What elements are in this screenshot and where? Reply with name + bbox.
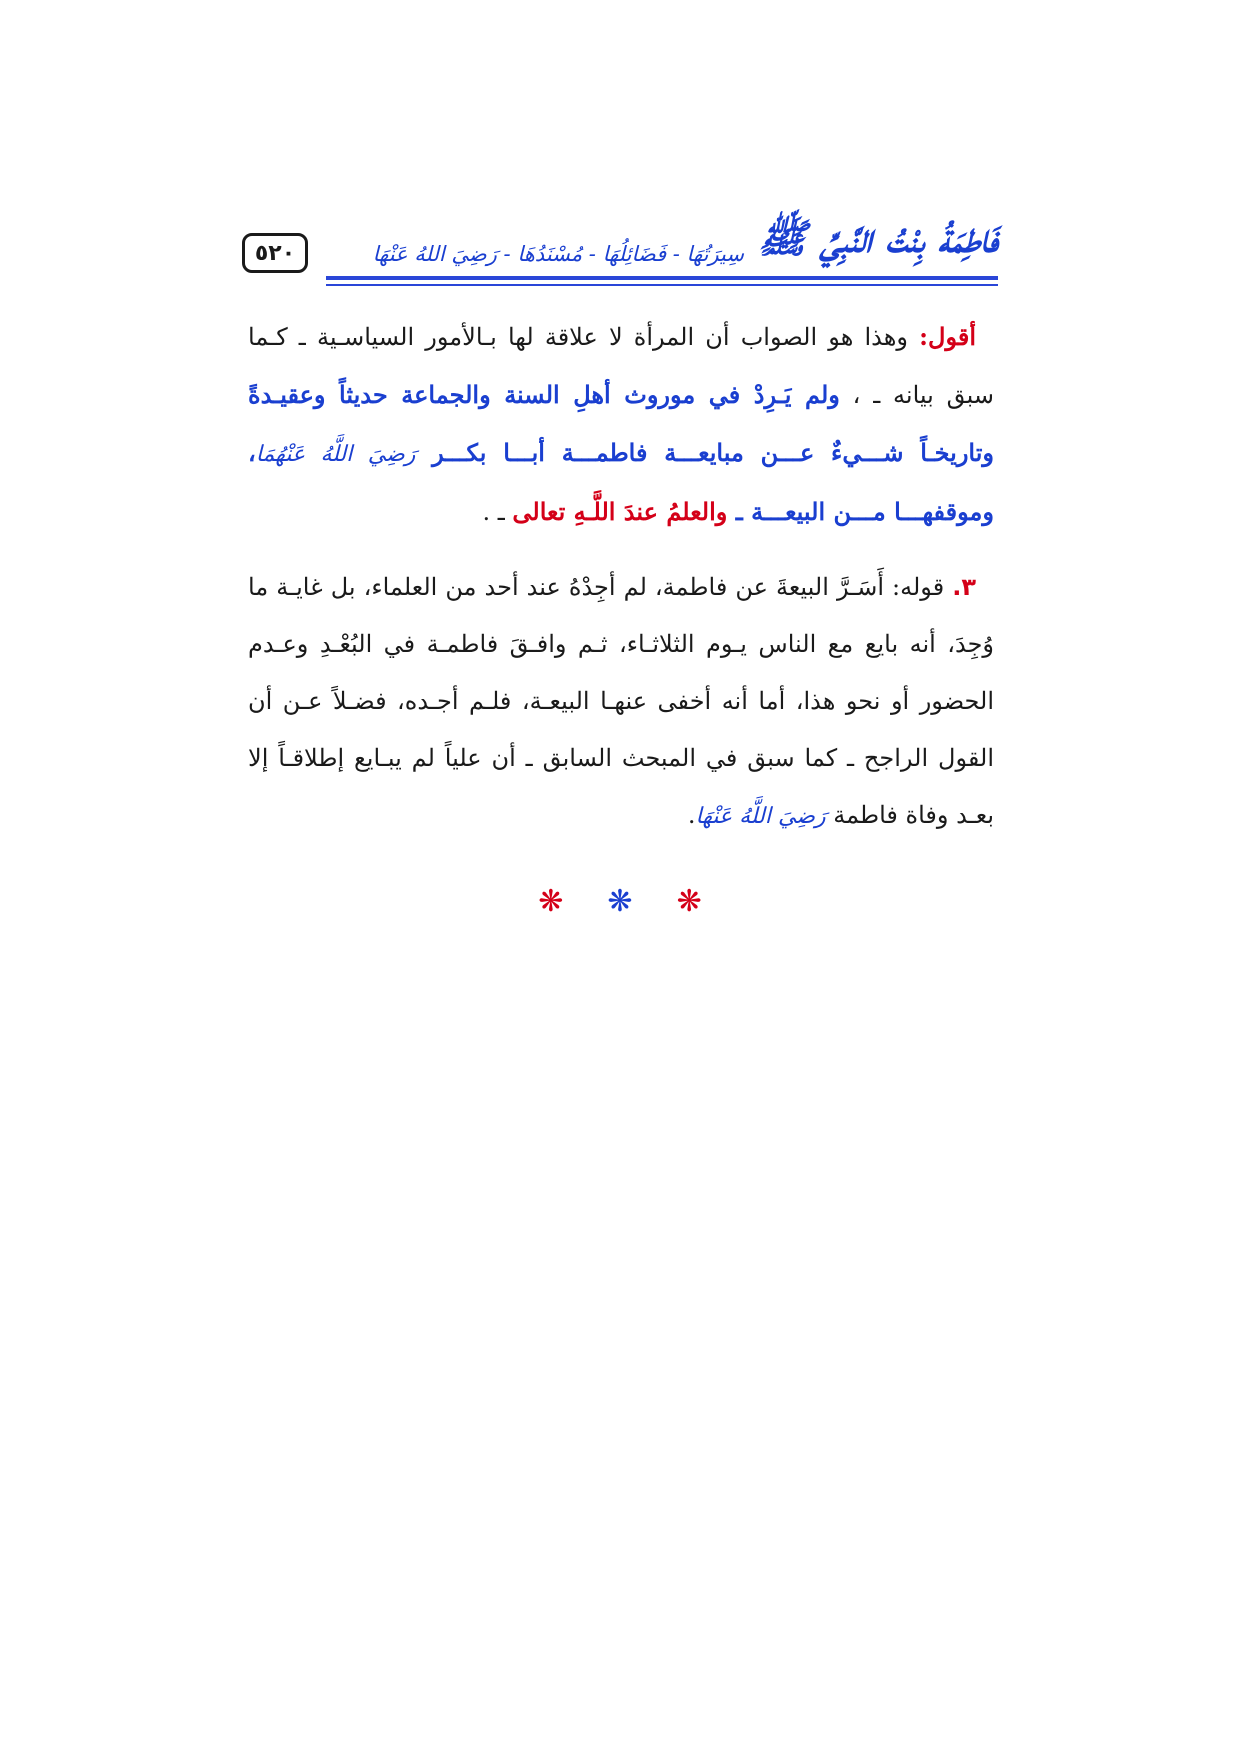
book-title	[326, 206, 998, 272]
paragraph-2-text-2: .	[687, 801, 696, 829]
section-separator	[0, 882, 1240, 922]
paragraph-1-highlight-1: ولم يَـرِدْ في موروث أهلِ السنة والجماعة حديثاً وعقيـدةً وتاريخـاً شـــيءٌ عـــن مبايعـــة فاطمـــة أبـــا بكـــر	[248, 380, 994, 467]
separator-star-icon: ❋	[676, 884, 702, 919]
header-rule-thin	[326, 284, 998, 286]
header-rule-thick	[326, 276, 998, 280]
page-number: ٥٢٠	[242, 233, 308, 273]
honorific-1: رَضِيَ اللَّهُ عَنْهُمَا	[255, 442, 416, 467]
paragraph-2-number: ٣.	[952, 573, 976, 601]
paragraph-1-text-2: ـ .	[482, 498, 513, 526]
paragraph-1-highlight-2: ، وموقفهـــا مـــن البيعـــة ـ	[248, 438, 994, 526]
honorific-2: رَضِيَ اللَّهُ عَنْهَا	[695, 804, 826, 829]
lead-word: أقول:	[919, 322, 976, 351]
separator-star-icon: ❋	[538, 884, 564, 919]
page-header	[242, 206, 998, 288]
paragraph-2-text-1: قوله: أَسَـرَّ البيعةَ عن فاطمة، لم أجِدْهُ عند أحد من العلماء، بل غايـة ما وُجِدَ، أنه بايع مع الناس يـوم الثلاثـاء، ثـم وافـقَ فاطمـة في البُعْـدِ وعـدم الحضور أو نحو هذا، أما أنه أخفى عنهـا البيعـة، فلـم أجـده، فضـلاً عـن أن القول الراجح ـ كما سبق في المبحث السابق ـ أن علياً لم يبـايع إطلاقـاً إلا بعـد وفاة فاطمة	[248, 573, 994, 829]
paragraph-1-red-phrase: والعلمُ عندَ اللَّـهِ تعالى	[512, 497, 728, 526]
paragraph-1-text-1: وهذا هو الصواب أن المرأة لا علاقة لها بـالأمور السياسـية ـ كـما سبق بيانه ـ ،	[248, 323, 994, 409]
paragraph-2	[248, 559, 994, 845]
book-title-main: فَاطِمَةُ بِنْتُ النَّبِيِّ ﷺ	[758, 215, 998, 262]
book-title-subtitle: سِيرَتُهَا - فَضَائِلُهَا - مُسْنَدُهَا - رَضِيَ اللهُ عَنْهَا	[372, 242, 744, 266]
page-body	[248, 308, 994, 863]
separator-star-icon: ❋	[607, 884, 633, 919]
paragraph-1	[248, 308, 994, 541]
